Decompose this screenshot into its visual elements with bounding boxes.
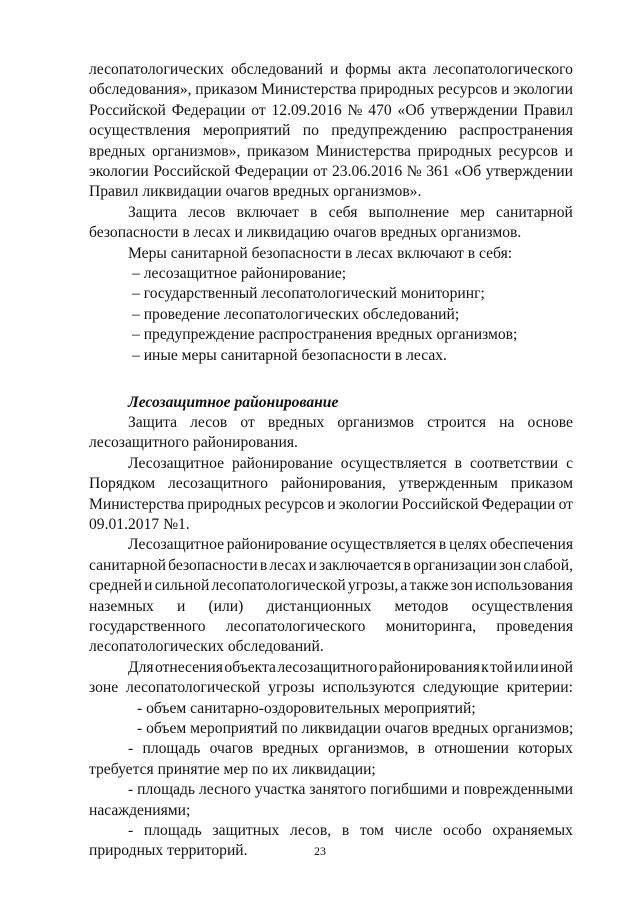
p6-line [89, 617, 573, 637]
word: защитных [212, 822, 280, 839]
word: 470 [368, 102, 392, 119]
word: ресурсов [264, 496, 325, 513]
p8-line [128, 739, 573, 759]
word: охраняемых [492, 822, 573, 839]
word: Федерации [234, 163, 309, 180]
word: лесозащитного [167, 475, 268, 492]
word: том [359, 822, 384, 839]
word: участка [254, 781, 306, 798]
word: в [417, 740, 426, 757]
word: на [499, 414, 515, 431]
word: в [341, 822, 350, 839]
word: площадь [142, 740, 201, 757]
word: Российской [401, 496, 479, 513]
word: числе [394, 822, 433, 839]
word: мер [460, 204, 485, 221]
p6-line [89, 576, 573, 596]
word: целях [448, 536, 488, 553]
word: проведения [496, 618, 573, 635]
word: мониторинга, [385, 618, 477, 635]
p9-line: насаждениями; [89, 802, 191, 819]
word: приказом [510, 475, 573, 492]
word: вредных [262, 740, 319, 757]
word: наземных [89, 598, 154, 615]
word: Российской [89, 102, 166, 119]
list-item: – предупреждение распространения вредных организмов; [132, 326, 518, 343]
word: мероприятий [202, 122, 291, 139]
word: - [128, 781, 134, 798]
word: Министерства [89, 496, 185, 513]
word: и [176, 598, 186, 615]
list-item: - объем санитарно-оздоровительных мероприятий; [137, 700, 476, 717]
word: (или) [208, 598, 244, 615]
word: № [406, 163, 422, 180]
word: лесов [190, 414, 228, 431]
word: Федерации [171, 102, 246, 119]
word: по [302, 122, 319, 139]
p1-line [89, 101, 573, 121]
word: Российской [153, 163, 231, 180]
word: включает [236, 204, 299, 221]
word: которых [518, 740, 573, 757]
word: районирования [378, 659, 480, 676]
word: в [403, 557, 411, 574]
word: с [566, 455, 573, 472]
word: лесного [198, 781, 251, 798]
word: основе [527, 414, 573, 431]
word: Лесозащитное [128, 455, 224, 472]
word: лесопатологической [211, 577, 346, 594]
word: государственного [89, 618, 206, 635]
word: методов [394, 598, 449, 615]
word: и [451, 781, 460, 798]
word: очагов [209, 740, 253, 757]
word: Правил [523, 102, 573, 119]
word: ресурсов [437, 81, 498, 98]
word: в [259, 557, 268, 574]
word: зоне [89, 679, 119, 696]
word: угрозы [268, 679, 315, 696]
word: «Об [397, 102, 425, 119]
p2-line [128, 203, 573, 223]
p3-line: Меры санитарной безопасности в лесах включают в себя: [128, 245, 513, 262]
word: используются [322, 679, 415, 696]
word: природных [360, 81, 435, 98]
word: Министерства [315, 143, 411, 160]
p5-line [89, 474, 573, 494]
word: использования [475, 577, 573, 594]
word: Защита [128, 414, 178, 431]
word: лесов, [290, 822, 332, 839]
word: природных [187, 496, 262, 513]
word: площадь [137, 781, 196, 798]
word: безопасности [168, 557, 258, 574]
word: приказом [246, 143, 310, 160]
word: в [438, 536, 447, 553]
word: к [481, 659, 489, 676]
word: иной [540, 659, 573, 676]
word: природных [417, 143, 492, 160]
word: и [327, 496, 336, 513]
word: лесозащитного [277, 659, 378, 676]
word: дистанционных [266, 598, 372, 615]
section-heading: Лесозащитное районирование [128, 394, 339, 411]
word: от [312, 163, 328, 180]
p5-line [89, 495, 573, 515]
word: средней [89, 577, 142, 594]
word: распространения [459, 122, 573, 139]
p10-line [128, 821, 573, 841]
word: лесов [188, 204, 226, 221]
word: Защита [128, 204, 178, 221]
p7-line [89, 678, 573, 698]
word: выполнение [368, 204, 449, 221]
word: также [409, 577, 449, 594]
word: и [308, 557, 317, 574]
p6-line [89, 556, 573, 576]
word: - [128, 740, 134, 757]
p10-line: природных территорий. [89, 842, 248, 859]
word: лесопатологической [126, 679, 261, 696]
word: отнесения [154, 659, 223, 676]
word: слабой, [523, 557, 573, 574]
word: районирование [231, 455, 333, 472]
p2-line: безопасности в лесах и ликвидацию очагов вредных организмов. [89, 224, 522, 241]
word: вредных [89, 143, 146, 160]
word: приказом [195, 81, 258, 98]
word: предупреждению [331, 122, 447, 139]
word: осуществляется [340, 455, 447, 472]
word: районирование [226, 536, 328, 553]
word: объекта [224, 659, 276, 676]
word: Для [128, 659, 154, 676]
word: угрозы, [347, 577, 399, 594]
word: а [400, 577, 408, 594]
word: экологии [513, 81, 573, 98]
word: ресурсов [498, 143, 558, 160]
word: организмов», [152, 143, 241, 160]
word: поврежденными [463, 781, 573, 798]
p1-line [89, 60, 573, 80]
word: и [144, 577, 153, 594]
word: от [240, 414, 255, 431]
p1-line [89, 142, 573, 162]
word: лесопатологических [89, 61, 224, 78]
word: № [347, 102, 363, 119]
p5-line [128, 454, 573, 474]
word: «Об [454, 163, 482, 180]
word: критерии: [506, 679, 573, 696]
word: осуществления [471, 598, 573, 615]
word: утвержденным [398, 475, 498, 492]
p4-line [128, 413, 573, 433]
p6-line [128, 535, 573, 555]
word: осуществления [89, 122, 191, 139]
word: акта [398, 61, 427, 78]
word: заключается [319, 557, 402, 574]
list-item: – проведение лесопатологических обследований; [132, 306, 460, 323]
p1-line [89, 121, 573, 141]
word: организации [413, 557, 497, 574]
word: и [564, 143, 573, 160]
word: от [558, 496, 573, 513]
word: отношении [434, 740, 509, 757]
word: в [310, 204, 318, 221]
list-item: – иные меры санитарной безопасности в лесах. [132, 347, 447, 364]
word: и [501, 81, 510, 98]
word: зон [498, 557, 522, 574]
word: и [329, 61, 339, 78]
word: - [128, 822, 134, 839]
p4-line: лесозащитного районирования. [89, 434, 298, 451]
word: Порядком [89, 475, 156, 492]
word: санитарной [495, 204, 573, 221]
word: лесах [269, 557, 307, 574]
word: вредных [267, 414, 325, 431]
word: сильной [154, 577, 210, 594]
word: себя [328, 204, 358, 221]
p1-line: Правил ликвидации очагов вредных организмов». [89, 183, 422, 200]
p6-line [89, 597, 573, 617]
word: утверждении [430, 102, 518, 119]
word: занятого [309, 781, 367, 798]
word: лесопатологического [225, 618, 366, 635]
word: следующие [422, 679, 499, 696]
list-item: – государственный лесопатологический мониторинг; [132, 285, 485, 302]
word: осуществляется [330, 536, 437, 553]
word: в [454, 455, 463, 472]
word: обследований [230, 61, 323, 78]
p9-line [128, 780, 573, 800]
word: площадь [143, 822, 202, 839]
word: особо [443, 822, 482, 839]
word: утверждении [485, 163, 573, 180]
word: экологии [89, 163, 149, 180]
p8-line: требуется принятие мер по их ликвидации; [89, 761, 376, 778]
word: Министерства [261, 81, 357, 98]
word: той [490, 659, 513, 676]
word: Лесозащитное [128, 536, 224, 553]
p7-line [128, 658, 573, 678]
word: зон [450, 577, 473, 594]
word: 12.09.2016 [271, 102, 342, 119]
p1-line [89, 162, 573, 182]
word: Федерации [481, 496, 556, 513]
p5-line: 09.01.2017 №1. [89, 516, 190, 533]
word: обеспечения [489, 536, 573, 553]
word: санитарной [89, 557, 166, 574]
word: от [251, 102, 266, 119]
word: формы [345, 61, 392, 78]
word: 361 [426, 163, 450, 180]
word: лесопатологического [433, 61, 573, 78]
word: соответствии [469, 455, 559, 472]
p1-line [89, 80, 573, 100]
word: экологии [338, 496, 399, 513]
page-number: 23 [314, 844, 326, 858]
word: 23.06.2016 [331, 163, 403, 180]
word: строится [427, 414, 487, 431]
list-item: - объем мероприятий по ликвидации очагов вредных организмов; [137, 720, 574, 737]
word: районирования, [280, 475, 386, 492]
word: обследования», [89, 81, 192, 98]
word: или [514, 659, 539, 676]
word: погибшими [370, 781, 448, 798]
word: организмов, [327, 740, 409, 757]
list-item: – лесозащитное районирование; [132, 265, 347, 282]
word: организмов [337, 414, 414, 431]
p6-line: лесопатологических обследований. [89, 638, 324, 655]
